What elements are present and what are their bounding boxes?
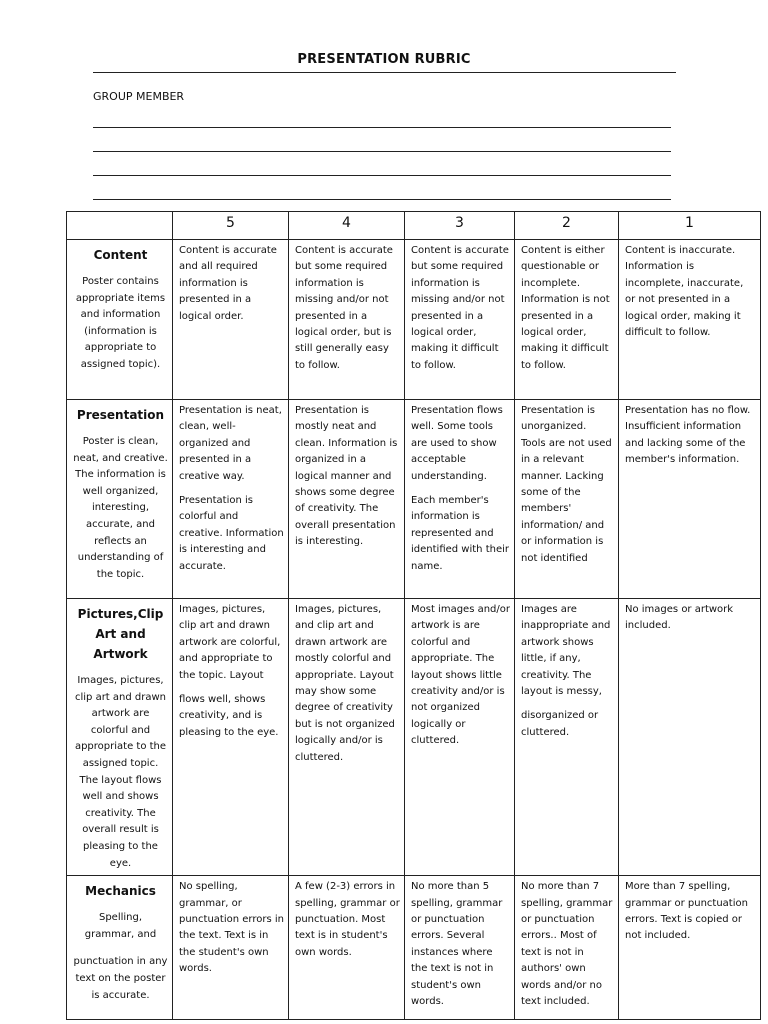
cell-text: Content is accurate but some required information is missing and/or not presented in a logical order, making it difficult to follow.	[411, 245, 509, 371]
cell-text: Content is inaccurate. Information is incomplete, inaccurate, or not presented in a logical order, making it difficult to follow.	[625, 245, 744, 339]
cell-content-3	[405, 240, 515, 400]
group-member-line-3[interactable]	[93, 175, 671, 176]
cell-text: Content is accurate and all required information is presented in a logical order.	[179, 245, 277, 322]
cell-mechanics-1	[619, 876, 761, 1020]
group-member-line-2[interactable]	[93, 151, 671, 152]
cell-pictures-1	[619, 599, 761, 876]
cell-text: Presentation flows well. Some tools are used to show acceptable understanding.	[411, 405, 503, 482]
row-presentation	[67, 400, 761, 599]
cell-text: Presentation is mostly neat and clean. Information is organized in a logical manner and shows some degree of creativity. The overall presentation is interesting.	[295, 405, 398, 548]
header-score-5: 5	[173, 212, 289, 240]
group-member-label: GROUP MEMBER	[93, 90, 185, 103]
category-description: Poster contains appropriate items and information (information is appropriate to assigned topic).	[75, 276, 166, 370]
cell-content-5	[173, 240, 289, 400]
cell-content-2	[515, 240, 619, 400]
cell-text: No spelling, grammar, or punctuation errors in the text. Text is in the student's own words.	[179, 881, 284, 975]
category-title: Pictures,Clip Art and Artwork	[77, 607, 164, 661]
cell-presentation-3	[405, 400, 515, 599]
row-mechanics	[67, 876, 761, 1020]
category-title: Mechanics	[85, 884, 156, 899]
cell-pictures-5	[173, 599, 289, 876]
category-description-extra: punctuation in any text on the poster is accurate.	[73, 956, 168, 1001]
title-underline	[93, 72, 676, 73]
category-content	[67, 240, 173, 400]
category-title: Presentation	[76, 408, 165, 422]
category-mechanics	[67, 876, 173, 1020]
cell-presentation-5	[173, 400, 289, 599]
cell-text: Content is accurate but some required information is missing and/or not presented in a logical order, but is still generally easy to follow.	[295, 245, 393, 371]
category-presentation	[67, 400, 173, 599]
cell-text: Images, pictures, and clip art and drawn artwork are mostly colorful and appropriate. Layout may show some degree of creativity but is not organized logically and/or is cluttered.	[295, 604, 395, 763]
cell-mechanics-5	[173, 876, 289, 1020]
cell-text: Presentation is unorganized. Tools are not used in a relevant manner. Lacking some of the members' information/ and or information is not identified	[521, 405, 612, 564]
cell-text-extra: Presentation is colorful and creative. Information is interesting and accurate.	[179, 495, 284, 572]
cell-text: Presentation has no flow. Insufficient information and lacking some of the member's information.	[625, 405, 751, 466]
cell-presentation-4	[289, 400, 405, 599]
cell-text-extra: flows well, shows creativity, and is pleasing to the eye.	[179, 694, 279, 738]
row-pictures	[67, 599, 761, 876]
cell-text: Images, pictures, clip art and drawn artwork are colorful, and appropriate to the topic. Layout	[179, 604, 281, 681]
group-member-line-1[interactable]	[93, 127, 671, 128]
category-title: Content	[93, 248, 148, 262]
category-description: Poster is clean, neat, and creative. The information is well organized, interesting, accurate, and reflects an understanding of the topic.	[73, 436, 168, 580]
cell-text: Most images and/or artwork is are colorful and appropriate. The layout shows little creativity and/or is not organized logically or cluttered.	[411, 604, 511, 747]
cell-pictures-3	[405, 599, 515, 876]
cell-pictures-4	[289, 599, 405, 876]
cell-text-extra: disorganized or cluttered.	[521, 710, 599, 738]
category-description: Images, pictures, clip art and drawn artwork are colorful and appropriate to the assigned topic. The layout flows well and shows creativity. The overall result is pleasing to the eye.	[74, 675, 167, 869]
header-score-2: 2	[515, 212, 619, 240]
category-pictures	[67, 599, 173, 876]
header-score-4: 4	[289, 212, 405, 240]
category-description: Spelling, grammar, and	[84, 912, 157, 940]
cell-text: More than 7 spelling, grammar or punctuation errors. Text is copied or not included.	[625, 881, 748, 942]
group-member-line-4[interactable]	[93, 199, 671, 200]
rubric-table	[66, 211, 761, 1020]
cell-content-4	[289, 240, 405, 400]
cell-text: No more than 5 spelling, grammar or punctuation errors. Several instances where the text is not in student's own words.	[411, 881, 503, 1007]
cell-text: No more than 7 spelling, grammar or punctuation errors.. Most of text is not in authors' own words and/or no text included.	[521, 881, 613, 1007]
cell-text: No images or artwork included.	[625, 604, 734, 632]
score-header-row	[67, 212, 761, 240]
row-content	[67, 240, 761, 400]
header-score-3: 3	[405, 212, 515, 240]
cell-text-extra: Each member's information is represented and identified with their name.	[411, 495, 509, 572]
cell-content-1	[619, 240, 761, 400]
cell-mechanics-4	[289, 876, 405, 1020]
cell-text: Content is either questionable or incomplete. Information is not presented in a logical order, making it difficult to follow.	[521, 245, 610, 371]
cell-mechanics-3	[405, 876, 515, 1020]
cell-presentation-1	[619, 400, 761, 599]
cell-presentation-2	[515, 400, 619, 599]
cell-mechanics-2	[515, 876, 619, 1020]
cell-pictures-2	[515, 599, 619, 876]
cell-text: A few (2-3) errors in spelling, grammar or punctuation. Most text is in student's own words.	[295, 881, 400, 958]
cell-text: Images are inappropriate and artwork shows little, if any, creativity. The layout is messy,	[521, 604, 611, 698]
page-title: PRESENTATION RUBRIC	[297, 52, 471, 67]
header-blank	[67, 212, 173, 240]
cell-text: Presentation is neat, clean, well-organized and presented in a creative way.	[179, 405, 282, 482]
header-score-1: 1	[619, 212, 761, 240]
